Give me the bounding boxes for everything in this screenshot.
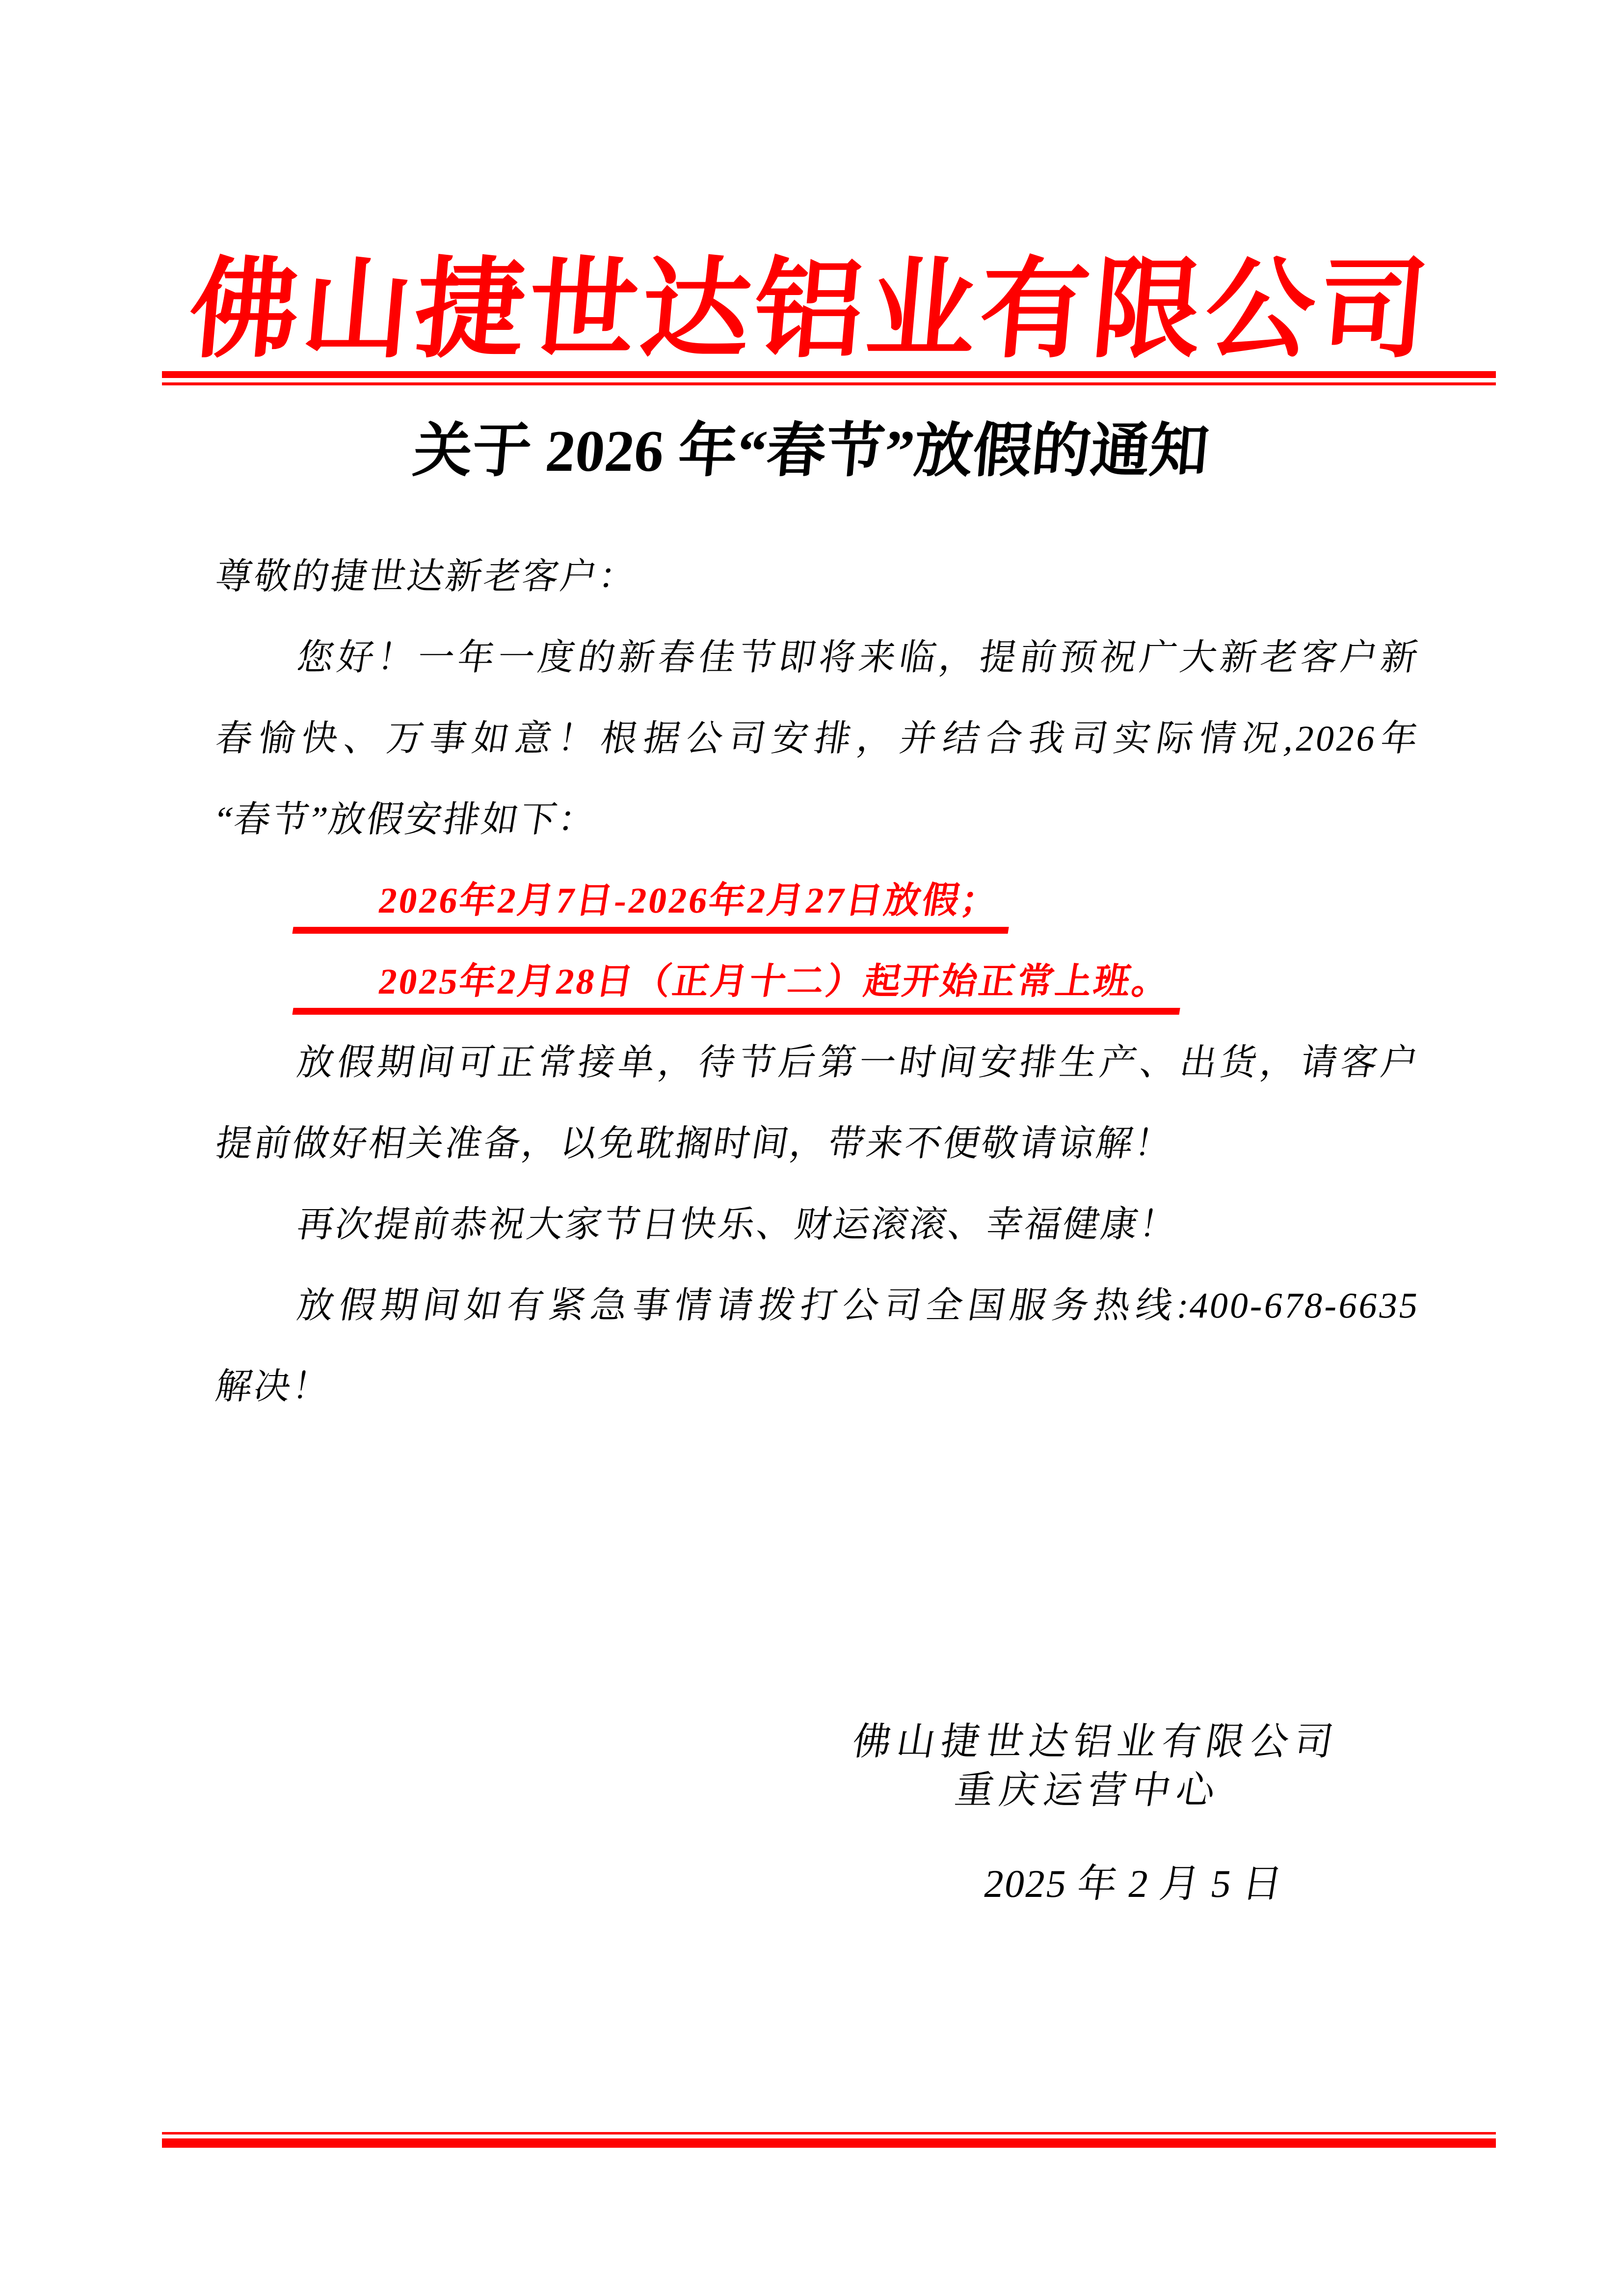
header-rule-thick [162,371,1496,378]
salutation-line: 尊敬的捷世达新老客户： [213,557,640,597]
service-hotline-line: 放假期间如有紧急事情请拨打公司全国服务热线:400-678-6635 [294,1286,1423,1326]
notice-body [213,537,1423,1428]
signature-block [777,1717,1406,1814]
body-line-arrangement-intro: “春节”放假安排如下： [213,800,600,840]
header-rule-thin [162,382,1496,385]
signature-department: 重庆运营中心 [952,1769,1224,1811]
body-line-blessing: 再次提前恭祝大家节日快乐、财运滚滚、幸福健康！ [294,1205,1181,1245]
body-line-preparation: 提前做好相关准备，以免耽搁时间，带来不便敬请谅解！ [213,1124,1176,1164]
signature-date: 2025 年 2 月 5 日 [981,1863,1286,1906]
signature-company: 佛山捷世达铝业有限公司 [849,1720,1342,1763]
footer-rule-thin [162,2132,1496,2134]
holiday-dates-underline: 2026年2月7日-2026年2月27日放假； [292,880,1016,934]
return-to-work-line [210,942,1426,1023]
body-line-resolve: 解决！ [213,1367,334,1407]
return-to-work-underline: 2025年2月28日（正月十二）起开始正常上班。 [292,961,1187,1015]
body-line-orders: 放假期间可正常接单，待节后第一时间安排生产、出货，请客户 [294,1043,1423,1083]
body-line-wishes: 春愉快、万事如意！根据公司安排，并结合我司实际情况,2026年 [213,719,1423,759]
body-line-greeting: 您好！一年一度的新春佳节即将来临，提前预祝广大新老客户新 [294,638,1423,678]
footer-rule-thick [162,2138,1496,2148]
company-title: 佛山捷世达铝业有限公司 [184,250,1437,371]
holiday-dates-line [210,861,1426,942]
notice-title: 关于 2026 年“春节”放假的通知 [410,418,1212,484]
